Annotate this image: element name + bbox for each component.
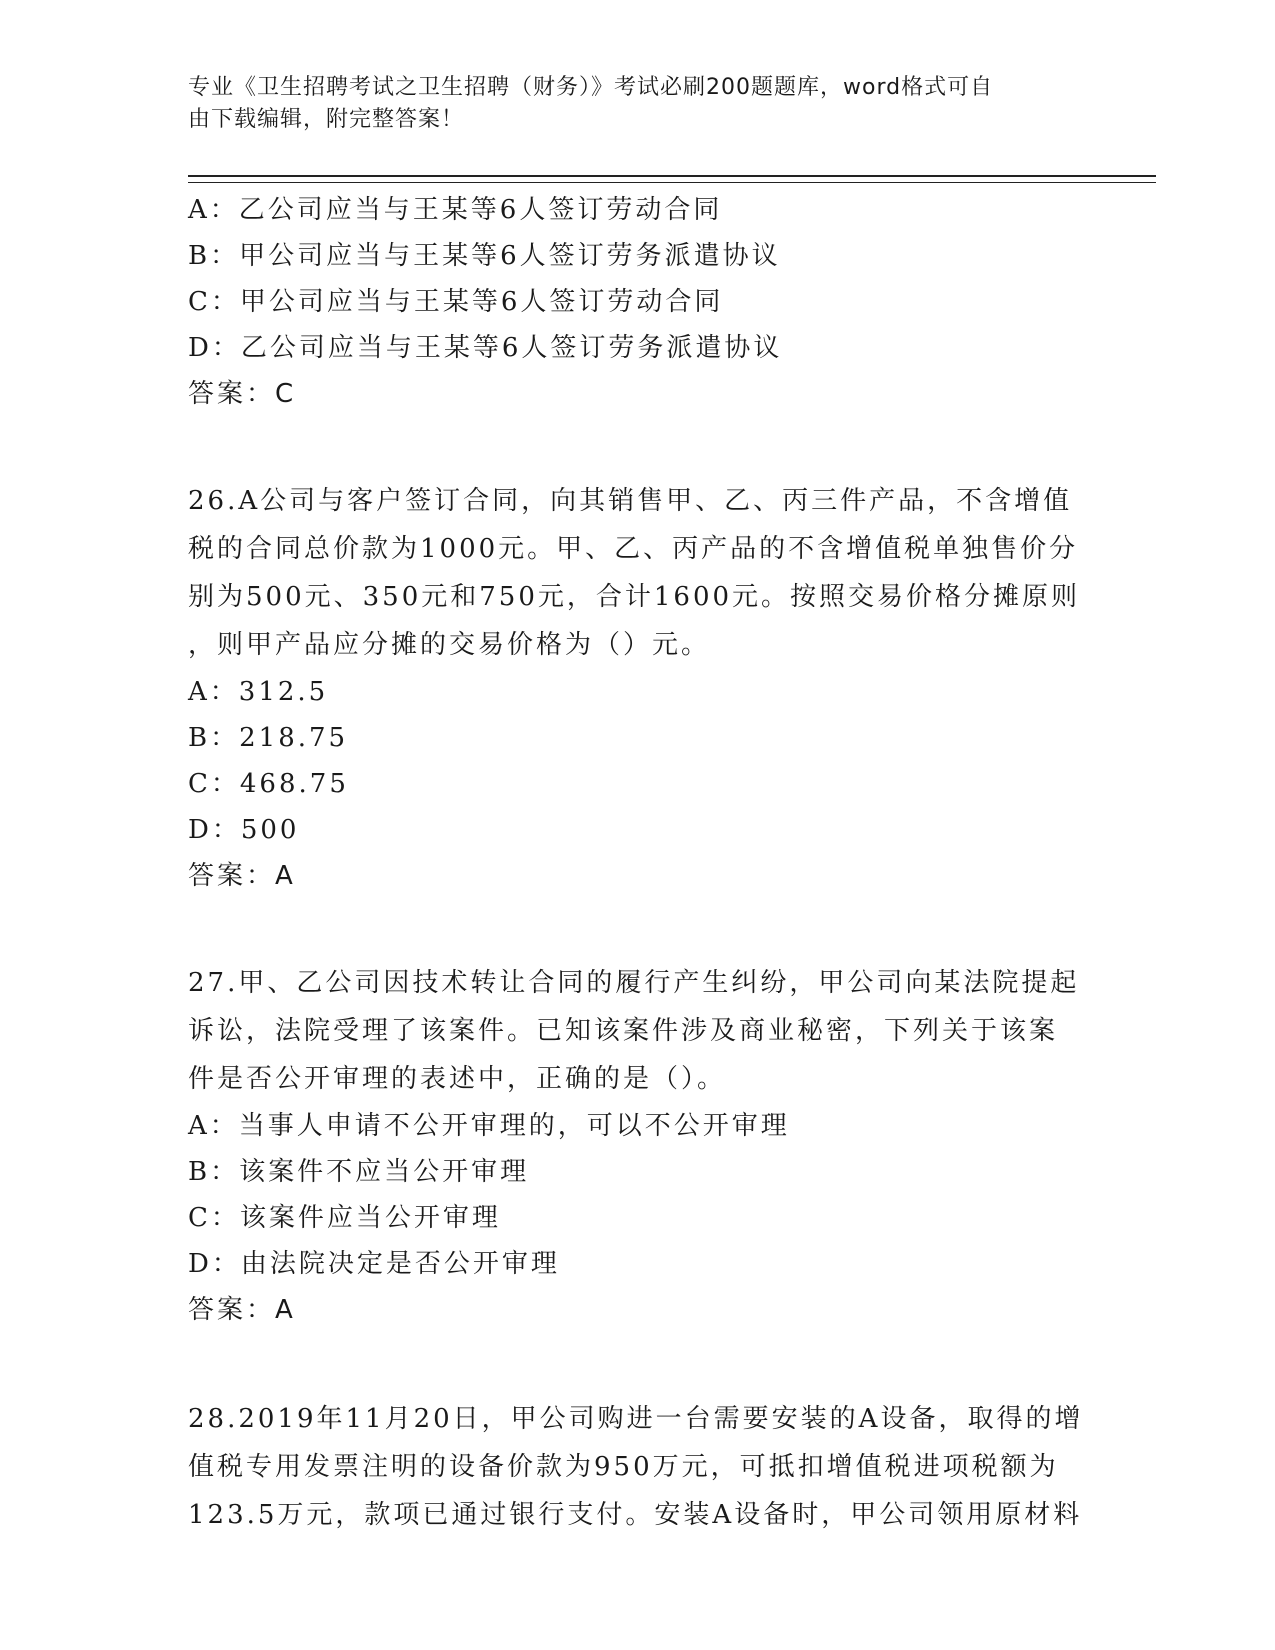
question-text-line: 件是否公开审理的表述中，正确的是（）。 — [188, 1064, 727, 1094]
question-text-line: 26.A公司与客户签订合同，向其销售甲、乙、丙三件产品，不含增值 — [188, 486, 1073, 516]
option-d: D：乙公司应当与王某等6人签订劳务派遣协议 — [188, 333, 783, 363]
header-divider-thick — [188, 175, 1156, 177]
question-text-line: 123.5万元，款项已通过银行支付。安装A设备时，甲公司领用原材料 — [188, 1500, 1083, 1530]
question-text-line: 值税专用发票注明的设备价款为950万元，可抵扣增值税进项税额为 — [188, 1452, 1059, 1482]
question-text-line: 别为500元、350元和750元，合计1600元。按照交易价格分摊原则 — [188, 582, 1081, 612]
question-26 — [188, 477, 1088, 899]
answer: 答案：A — [188, 1295, 296, 1325]
header-line-1: 专业《卫生招聘考试之卫生招聘（财务）》考试必刷200题题库，word格式可自 — [188, 75, 994, 100]
header-line-2: 由下载编辑，附完整答案！ — [188, 107, 465, 132]
question-text — [188, 1395, 1088, 1539]
question-text-line: 诉讼，法院受理了该案件。已知该案件涉及商业秘密，下列关于该案 — [188, 1016, 1059, 1046]
document-header — [188, 72, 1068, 136]
question-25 — [188, 187, 1088, 417]
question-text — [188, 477, 1088, 669]
option-b: B：218.75 — [188, 723, 349, 753]
question-text-line: ，则甲产品应分摊的交易价格为（）元。 — [188, 630, 711, 660]
option-c: C：468.75 — [188, 769, 349, 799]
answer: 答案：A — [188, 861, 296, 891]
header-divider-thin — [188, 182, 1156, 183]
document-body — [188, 187, 1088, 1539]
option-a: A：乙公司应当与王某等6人签订劳动合同 — [188, 195, 723, 225]
question-text-line: 税的合同总价款为1000元。甲、乙、丙产品的不含增值税单独售价分 — [188, 534, 1079, 564]
option-c: C：该案件应当公开审理 — [188, 1203, 501, 1233]
question-text — [188, 959, 1088, 1103]
answer: 答案：C — [188, 379, 297, 409]
option-a: A：312.5 — [188, 677, 329, 707]
question-text-line: 27.甲、乙公司因技术转让合同的履行产生纠纷，甲公司向某法院提起 — [188, 968, 1080, 998]
question-28 — [188, 1395, 1088, 1539]
question-27 — [188, 959, 1088, 1333]
question-text-line: 28.2019年11月20日，甲公司购进一台需要安装的A设备，取得的增 — [188, 1404, 1084, 1434]
option-c: C：甲公司应当与王某等6人签订劳动合同 — [188, 287, 724, 317]
option-d: D：500 — [188, 815, 300, 845]
option-a: A：当事人申请不公开审理的，可以不公开审理 — [188, 1111, 790, 1141]
option-d: D：由法院决定是否公开审理 — [188, 1249, 560, 1279]
option-b: B：该案件不应当公开审理 — [188, 1157, 530, 1187]
option-b: B：甲公司应当与王某等6人签订劳务派遣协议 — [188, 241, 781, 271]
